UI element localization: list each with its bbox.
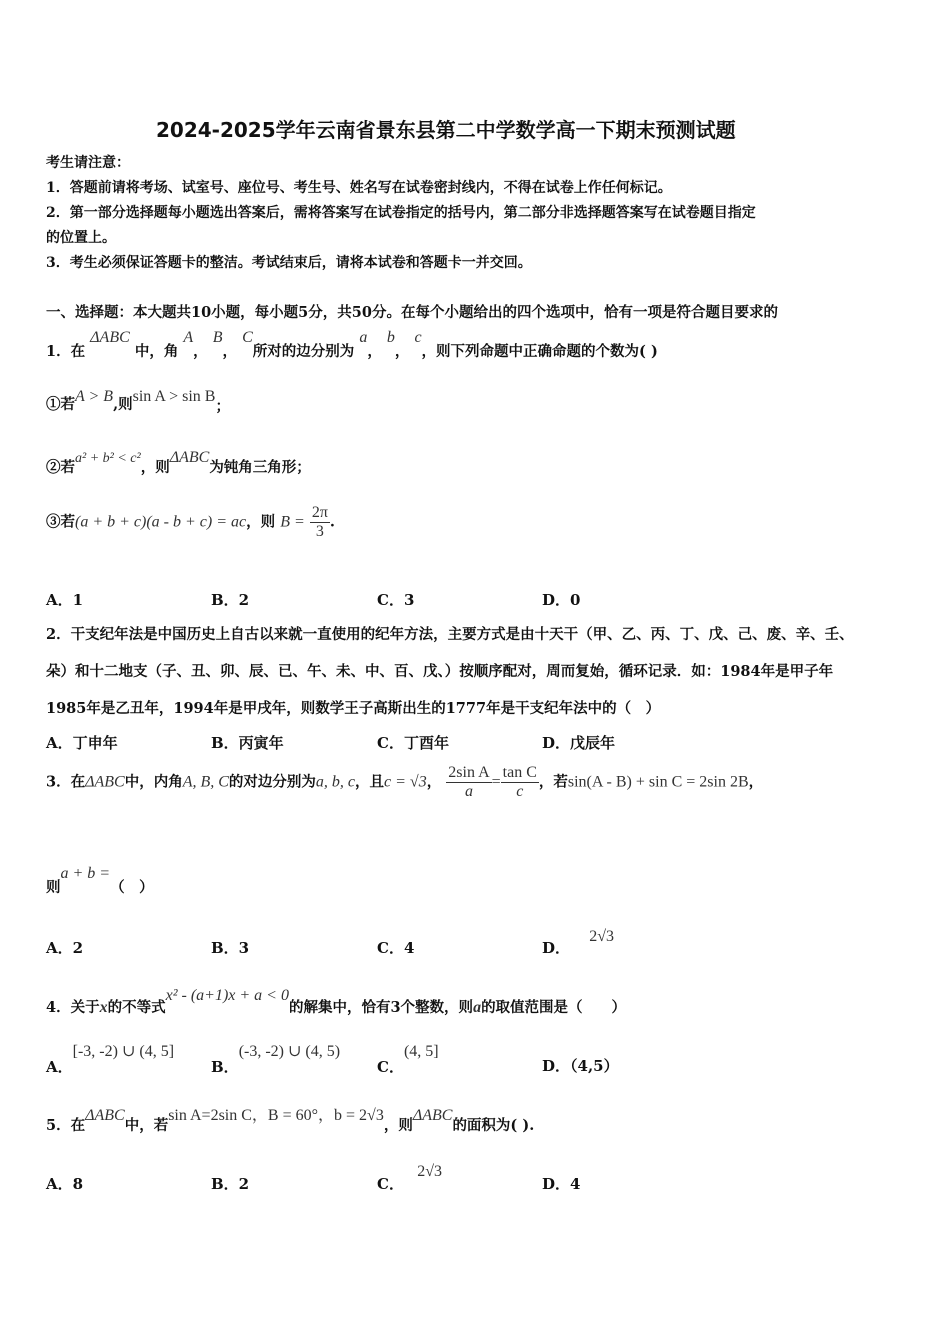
q1-angle-b: B [212, 329, 223, 346]
q2-option-b: B．丙寅年 [211, 734, 284, 752]
notice-item-3: 3．考生必须保证答题卡的整洁。考试结束后，请将本试卷和答题卡一并交回。 [46, 255, 532, 271]
q3-paren: （ ） [110, 879, 154, 896]
q4-num: 4．关于 [46, 999, 100, 1016]
q4-option-b-label: B． [211, 1058, 239, 1076]
q3-c-value: c = √3 [384, 773, 427, 791]
q3-equals: = [491, 773, 501, 791]
q1-num: 1．在 [46, 343, 86, 360]
question-3 [46, 764, 763, 801]
q1-s1-mid: ,则 [113, 396, 133, 413]
q1-s3-fraction [310, 504, 330, 541]
q3-triangle: ΔABC [85, 773, 125, 791]
q5-triangle: ΔABC [85, 1107, 125, 1124]
notice-item-2a: 2．第一部分选择题每小题选出答案后，需将答案写在试卷指定的括号内，第二部分非选择题答案写在试卷题目指定 [46, 205, 756, 221]
q5-option-c [377, 1160, 442, 1193]
q3-option-b: B．3 [211, 939, 250, 957]
q1-s3-b: B = [280, 513, 305, 531]
q1-sep: ， [394, 343, 410, 360]
question-5 [46, 1102, 535, 1134]
q1-statement-2 [46, 446, 311, 476]
q1-angle-c: C [242, 329, 253, 346]
q4-option-c-label: C． [377, 1058, 404, 1076]
q3-option-d-label: D． [542, 939, 571, 957]
q5-option-b: B．2 [211, 1175, 250, 1193]
q3-text-2: 的对边分别为 [228, 773, 316, 791]
q3-text-4: ， [426, 773, 442, 791]
q1-text-3: ，则下列命题中正确命题的个数为( ) [421, 343, 658, 360]
q4-x: x [99, 999, 108, 1016]
q4-inequality: x² - (a+1)x + a < 0 [165, 987, 289, 1004]
q3-ask [46, 862, 154, 896]
q3-option-d-math: 2√3 [589, 928, 615, 945]
q3-angles: A, B, C [182, 773, 229, 791]
q1-s1-math-2: sin A > sin B [132, 388, 216, 405]
q1-statement-3 [46, 504, 335, 541]
q5-option-c-label: C． [377, 1175, 404, 1193]
q4-option-d: D．（4,5） [542, 1057, 619, 1075]
q5-num: 5．在 [46, 1117, 86, 1134]
q1-sep: ， [222, 343, 238, 360]
q1-s3-mid: ，则 [246, 513, 276, 531]
q3-condition: sin(A - B) + sin C = 2sin 2B [567, 773, 749, 791]
q3-text-1: 中，内角 [124, 773, 183, 791]
q1-option-c: C．3 [377, 591, 415, 609]
q3-num: 3．在 [46, 773, 86, 791]
q5-triangle-2: ΔABC [412, 1107, 453, 1124]
q2-option-c: C．丁酉年 [377, 734, 449, 752]
q4-option-b [211, 1040, 341, 1076]
q1-s2-pre: ②若 [46, 459, 75, 476]
notice-item-2b: 的位置上。 [46, 230, 116, 246]
q1-s3-end: . [329, 513, 335, 531]
notice-heading: 考生请注意： [46, 155, 130, 171]
q3-then: 则 [46, 879, 61, 896]
q3-option-a: A．2 [46, 939, 84, 957]
q5-text-2: ，则 [383, 1117, 413, 1134]
q2-line-1: 2．干支纪年法是中国历史上自古以来就一直使用的纪年方法，主要方式是由十天干（甲、乙、丙、丁、戊、己、废、辛、壬、 [46, 626, 854, 643]
q4-text-2: 的解集中，恰有3个整数，则 [288, 999, 474, 1016]
q1-side-b: b [386, 329, 395, 346]
q1-text-1: 中，角 [134, 343, 179, 360]
q1-s2-math-1: a² + b² < c² [75, 451, 141, 466]
q1-sep: ， [193, 343, 208, 360]
q2-option-d: D．戊辰年 [542, 734, 616, 752]
q3-ask-math: a + b = [60, 865, 111, 882]
q2-line-3: 1985年是乙丑年，1994年是甲戌年，则数学王子高斯出生的1777年是干支纪年法中的（ ） [46, 700, 661, 717]
q1-side-a: a [359, 329, 368, 346]
question-1 [46, 326, 658, 360]
q1-s1-end: ； [215, 398, 230, 415]
q1-angle-a: A [183, 329, 194, 346]
q1-statement-1 [46, 385, 230, 415]
q1-sep: ， [367, 343, 382, 360]
q1-side-c: c [414, 329, 422, 346]
q1-s3-num: 2π [311, 504, 328, 521]
q5-condition: sin A=2sin C，B = 60°，b = 2√3 [168, 1107, 384, 1124]
q1-s1-math-1: A > B [75, 388, 114, 405]
q2-line-2: 朵）和十二地支（子、丑、卯、辰、已、午、未、中、百、戊、）按顺序配对，周而复始，循环记录．如：1984年是甲子年 [46, 663, 834, 680]
q1-triangle: ΔABC [90, 329, 130, 346]
q5-option-a: A．8 [46, 1175, 84, 1193]
q3-option-c: C．4 [377, 939, 415, 957]
q3-text-5: ，若 [538, 773, 568, 791]
q1-text-2: 所对的边分别为 [252, 343, 355, 360]
q1-s2-math-2: ΔABC [169, 449, 210, 466]
q4-option-a [46, 1040, 175, 1076]
q1-option-d: D．0 [542, 591, 581, 609]
q3-f2-den: c [516, 783, 524, 800]
q4-option-a-label: A． [46, 1058, 73, 1076]
q4-option-c [377, 1040, 439, 1076]
q1-s3-pre: ③若 [46, 513, 75, 531]
page-title: 2024-2025学年云南省景东县第二中学数学高一下期末预测试题 [156, 118, 736, 142]
q3-text-3: ，且 [355, 773, 385, 791]
q4-a: a [473, 999, 482, 1016]
q4-option-a-math: [-3, -2) ∪ (4, 5] [72, 1043, 175, 1060]
q1-option-b: B．2 [211, 591, 250, 609]
q3-option-d [542, 925, 615, 957]
q3-text-6: ， [748, 773, 764, 791]
q5-text-1: 中，若 [124, 1117, 169, 1134]
q1-s2-end: 为钝角三角形； [209, 459, 311, 476]
q2-option-a: A．丁申年 [46, 734, 118, 752]
q5-text-3: 的面积为( ). [452, 1117, 535, 1134]
q1-s2-mid: ，则 [140, 459, 170, 476]
q4-option-c-math: (4, 5] [403, 1043, 439, 1060]
q3-f2-num: tan C [502, 764, 537, 781]
q4-option-b-math: (-3, -2) ∪ (4, 5) [238, 1043, 341, 1060]
q1-s3-math-1: (a + b + c)(a - b + c) = ac [75, 513, 247, 531]
notice-item-1: 1．答题前请将考场、试室号、座位号、考生号、姓名写在试卷密封线内，不得在试卷上作任何标记。 [46, 180, 672, 196]
q1-s3-den: 3 [315, 523, 324, 540]
q1-option-a: A．1 [46, 591, 84, 609]
q3-f1-num: 2sin A [448, 764, 490, 781]
q5-option-c-math: 2√3 [417, 1163, 442, 1180]
q1-s1-pre: ①若 [46, 396, 75, 413]
q4-text-3: 的取值范围是（ ） [481, 999, 627, 1016]
section-heading: 一、选择题：本大题共10小题，每小题5分，共50分。在每个小题给出的四个选项中，恰有一项是符合题目要求的 [46, 304, 778, 321]
question-4 [46, 984, 627, 1016]
q3-fraction-1 [446, 764, 491, 801]
q3-f1-den: a [464, 783, 473, 800]
q3-fraction-2 [501, 764, 539, 801]
q5-option-d: D．4 [542, 1175, 581, 1193]
q3-sides: a, b, c [315, 773, 356, 791]
q4-text-1: 的不等式 [107, 999, 166, 1016]
